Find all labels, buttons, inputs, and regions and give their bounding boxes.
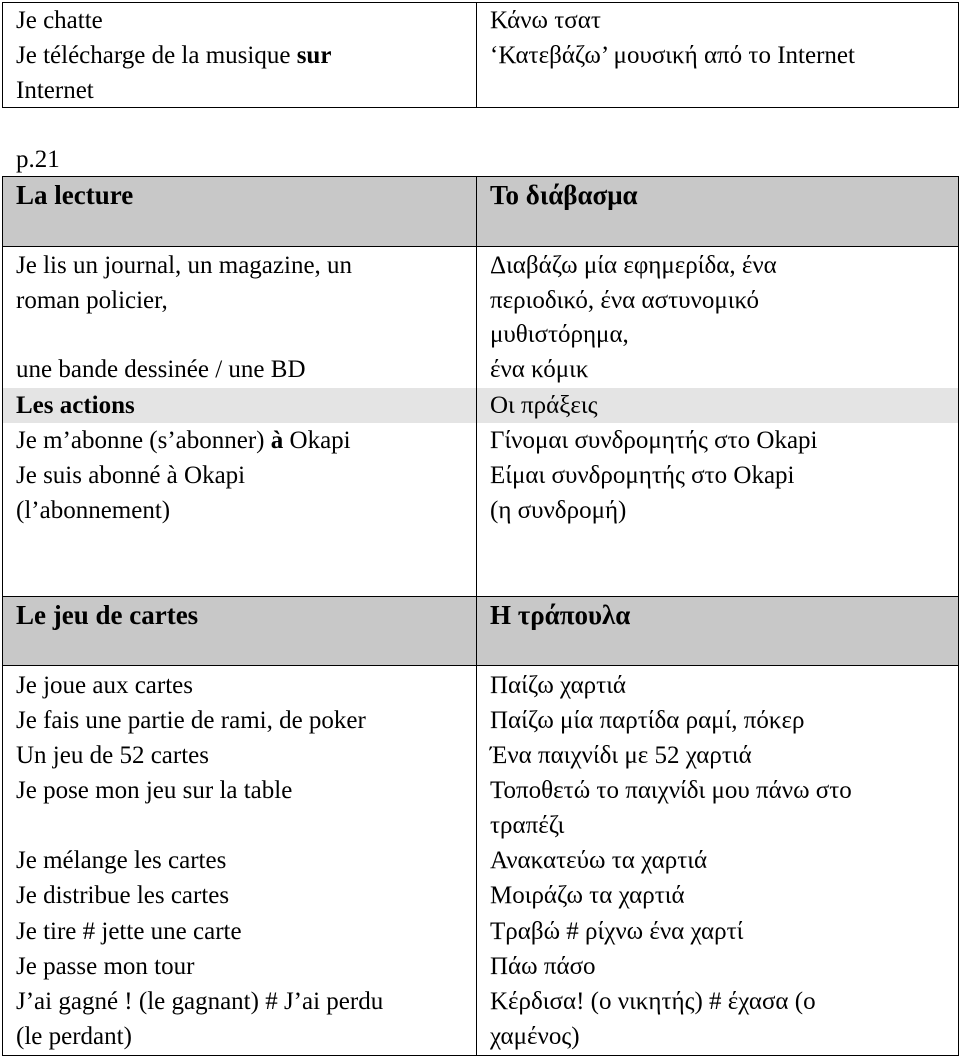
el-read-2: περιοδικό, ένα αστυνομικό [490,287,760,314]
table-row-cont: (le perdant) [16,1023,132,1050]
fr-download: Je télécharge de la musique sur [16,42,332,69]
sub-actions-fr: Les actions [16,392,135,419]
fr-read-2: roman policier, [16,287,168,314]
table-row: Τοποθετώ το παιχνίδι μου πάνω στο [490,777,852,804]
el-download: ‘Κατεβάζω’ μουσική από το Internet [490,42,855,69]
table-row-cont: χαμένος) [490,1023,580,1050]
header-cartes-fr: Le jeu de cartes [16,600,199,630]
fr-chat: Je chatte [16,7,103,34]
table-row: Κέρδισα! (ο νικητής) # έχασα (ο [490,988,816,1015]
table-row: Je tire # jette une carte [16,918,242,945]
table-row: Je pose mon jeu sur la table [16,777,293,804]
table-row: Ένα παιχνίδι με 52 χαρτιά [490,742,752,769]
table-row: Μοιράζω τα χαρτιά [490,882,685,909]
el-subscribed: Είμαι συνδρομητής στο Okapi [490,462,795,489]
el-chat: Κάνω τσατ [490,7,601,34]
el-read-4: ένα κόμικ [490,356,589,383]
table-row: J’ai gagné ! (le gagnant) # J’ai perdu [16,988,384,1015]
fr-subscribe: Je m’abonne (s’abonner) à Okapi [16,427,351,454]
fr-read-1: Je lis un journal, un magazine, un [16,252,353,279]
table-row: Παίζω χαρτιά [490,672,627,699]
sub-actions-el: Οι πράξεις [490,392,598,419]
table-row: Je fais une partie de rami, de poker [16,707,366,734]
table-row: Je mélange les cartes [16,847,227,874]
table-row: Je joue aux cartes [16,672,194,699]
table-row-cont: τραπέζι [490,812,565,839]
table-row: Ανακατεύω τα χαρτιά [490,847,708,874]
el-read-3: μυθιστόρημα, [490,321,629,348]
el-subscribe: Γίνομαι συνδρομητής στο Okapi [490,427,818,454]
fr-subscription: (l’abonnement) [16,497,171,524]
table-row: Πάω πάσο [490,953,596,980]
table-row: Παίζω μία παρτίδα ραμί, πόκερ [490,707,805,734]
el-read-1: Διαβάζω μία εφημερίδα, ένα [490,252,777,279]
fr-subscribed: Je suis abonné à Okapi [16,462,246,489]
el-subscription: (η συνδρομή) [490,497,627,524]
fr-read-3: une bande dessinée / une BD [16,356,306,383]
header-lecture-fr: La lecture [16,180,134,210]
page-label: p.21 [16,146,60,173]
table-row: Je passe mon tour [16,953,195,980]
table-row: Je distribue les cartes [16,882,230,909]
header-lecture-el: Το διάβασμα [490,180,638,210]
table-row: Τραβώ # ρίχνω ένα χαρτί [490,918,744,945]
header-cartes-el: Η τράπουλα [490,600,631,630]
table-row: Un jeu de 52 cartes [16,742,209,769]
fr-internet: Internet [16,77,94,104]
